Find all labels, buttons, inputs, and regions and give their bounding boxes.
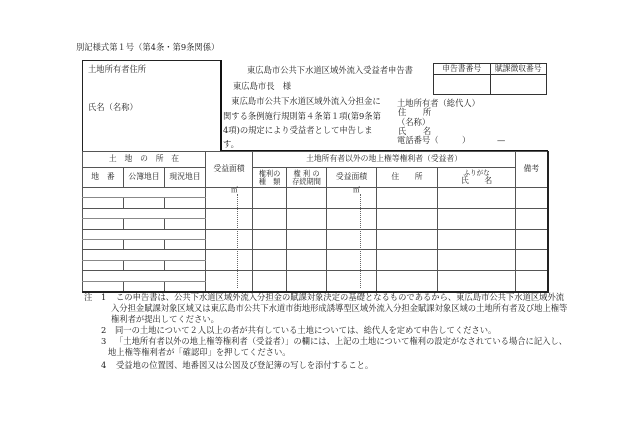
beneficiary-table (82, 151, 549, 293)
note-text: 権利者が提出してください。 (111, 314, 219, 324)
current-category-cell[interactable] (165, 219, 206, 229)
current-category-cell[interactable] (165, 239, 206, 249)
rights-term-line2: 存続期間 (292, 176, 321, 186)
rights-address-header: 住 所 (377, 168, 438, 188)
remarks-header: 備考 (516, 152, 548, 188)
land-location-header: 土 地 の 所 在 (83, 152, 206, 168)
rights-area-cell[interactable] (327, 250, 377, 271)
current-category-cell[interactable] (165, 281, 206, 292)
document-title: 東広島市公共下水道区域外流入受益者申告書 (247, 65, 413, 75)
body-text-line: 東広島市公共下水道区域外流入分担金に (223, 96, 381, 106)
rights-type-cell[interactable] (253, 208, 287, 229)
rights-type-cell[interactable] (253, 271, 287, 292)
rights-term-cell[interactable] (287, 250, 327, 271)
registered-category-cell[interactable] (124, 260, 165, 270)
registered-category-cell[interactable] (124, 198, 165, 208)
rights-term-cell[interactable] (287, 188, 327, 209)
note-number: 4 (101, 360, 107, 370)
applicant-heading: 土地所有者（総代人） (397, 98, 480, 108)
table-row (83, 229, 548, 239)
rights-type-line2: 種 類 (258, 176, 281, 186)
rights-address-cell[interactable] (377, 271, 438, 292)
decimal-guide-line (360, 194, 361, 288)
land-location-cell[interactable] (83, 271, 206, 281)
benefit-area-header: 受益面積 (206, 152, 253, 188)
form-caption: 別記様式第１号（第4条・第9条関係） (76, 42, 220, 52)
body-text-line: 4項)の規定により受益者として申告しま (223, 125, 373, 135)
addressee: 東広島市長 様 (233, 81, 292, 91)
phone-dash: — (497, 135, 506, 146)
levy-number-field[interactable] (490, 75, 547, 95)
note-text: 受益地の位置図、地番図又は公図及び登記簿の写しを添付すること。 (116, 360, 374, 370)
table-row (83, 250, 548, 260)
benefit-area-cell[interactable] (206, 271, 253, 292)
remarks-cell[interactable] (516, 271, 548, 292)
rights-area-cell[interactable] (327, 208, 377, 229)
land-location-cell[interactable] (83, 250, 206, 260)
lot-number-cell[interactable] (83, 198, 124, 208)
note-number: 3 (101, 336, 107, 346)
rights-name-header (438, 168, 516, 188)
applicant-phone-row[interactable] (397, 135, 506, 146)
rights-name-cell[interactable] (438, 229, 516, 250)
rights-name-cell[interactable] (438, 188, 516, 209)
benefit-area-cell[interactable] (206, 208, 253, 229)
note-text: この申告書は、公共下水道区域外流入分担金の賦課対象決定の基礎となるものであるから、東広島市公共下水道区域外流 (116, 292, 565, 302)
applicant-name-label[interactable]: 氏 名 (398, 125, 432, 136)
rights-address-cell[interactable] (377, 229, 438, 250)
lot-number-header: 地 番 (83, 168, 124, 188)
land-location-cell[interactable] (83, 208, 206, 218)
unit-square-meter: ㎡ (353, 186, 360, 194)
notes-label: 注 (84, 292, 93, 302)
body-text-line: す。 (223, 139, 239, 149)
rights-area-cell[interactable] (327, 271, 377, 292)
rights-type-line1: 権利の (258, 168, 281, 178)
benefit-area-cell[interactable] (206, 229, 253, 250)
rights-area-cell[interactable] (327, 229, 377, 250)
rights-type-cell[interactable] (253, 229, 287, 250)
rights-term-cell[interactable] (287, 208, 327, 229)
rights-type-cell[interactable] (253, 188, 287, 209)
registered-category-header: 公簿地目 (124, 168, 165, 188)
lot-number-cell[interactable] (83, 281, 124, 292)
unit-square-meter: ㎡ (231, 186, 238, 194)
table-row (83, 188, 548, 198)
rights-term-line1: 権 利 の (293, 168, 320, 178)
reference-number-table (433, 63, 547, 95)
remarks-cell[interactable] (516, 229, 548, 250)
note-text: 同一の土地について２人以上の者が共有している土地については、総代人を定めて申告してください。 (115, 325, 497, 335)
benefit-area-cell[interactable] (206, 250, 253, 271)
rights-area-cell[interactable] (327, 188, 377, 209)
note-text: 入分担金賦課対象区域又は東広島市公共下水道市街地形成誘導型区域外流入分担金賦課対象区域の土地所有者及び地上権等 (111, 303, 568, 313)
lot-number-cell[interactable] (83, 260, 124, 270)
thick-border-vertical (220, 60, 222, 152)
rights-term-cell[interactable] (287, 271, 327, 292)
rights-address-cell[interactable] (377, 208, 438, 229)
body-text-line: 関する条例施行規則第４条第１項(第9条第 (223, 111, 381, 121)
note-number: 2 (101, 325, 107, 335)
rights-address-cell[interactable] (377, 188, 438, 209)
note-number: 1 (101, 292, 107, 302)
furigana-label: ふりがな (463, 168, 490, 177)
applicant-name-alt-label: （名称） (397, 116, 431, 127)
rights-area-header: 受益面積 (327, 168, 377, 188)
land-location-cell[interactable] (83, 229, 206, 239)
rights-name-cell[interactable] (438, 208, 516, 229)
registered-category-cell[interactable] (124, 219, 165, 229)
table-row (83, 271, 548, 281)
phone-close-paren: ） (462, 135, 471, 146)
lot-number-cell[interactable] (83, 239, 124, 249)
registered-category-cell[interactable] (124, 239, 165, 249)
applicant-block (397, 98, 506, 146)
rights-holder-header: 土地所有者以外の地上権等権利者（受益者） (253, 152, 516, 168)
rights-name-cell[interactable] (438, 271, 516, 292)
current-category-cell[interactable] (165, 198, 206, 208)
table-row (83, 208, 548, 218)
current-category-header: 現況地目 (165, 168, 206, 188)
note-text: 「土地所有者以外の地上権等権利者（受益者）」の欄には、上記の土地について権利の設定がなされている場合に記入し、 (115, 336, 568, 346)
owner-box (82, 60, 221, 151)
owner-address-label: 土地所有者住所 (88, 64, 147, 74)
application-number-header: 申告書番号 (434, 64, 491, 75)
application-number-field[interactable] (434, 75, 491, 95)
rights-type-cell[interactable] (253, 250, 287, 271)
phone-label: 電話番号（ (397, 135, 439, 146)
decimal-guide-line (237, 194, 238, 288)
rights-type-header (253, 168, 287, 188)
remarks-cell[interactable] (516, 250, 548, 271)
rights-term-cell[interactable] (287, 229, 327, 250)
levy-number-header: 賦課徴収番号 (490, 64, 547, 75)
current-category-cell[interactable] (165, 260, 206, 270)
registered-category-cell[interactable] (124, 281, 165, 292)
owner-name-label: 氏名（名称） (88, 102, 138, 112)
rights-term-header (287, 168, 327, 188)
land-location-cell[interactable] (83, 188, 206, 198)
rights-address-cell[interactable] (377, 250, 438, 271)
remarks-cell[interactable] (516, 208, 548, 229)
note-text: 地上権等権利者が「確認印」を押してください。 (108, 347, 291, 357)
applicant-address-label[interactable]: 住 所 (398, 107, 432, 118)
name-label: 氏 名 (460, 175, 493, 185)
lot-number-cell[interactable] (83, 219, 124, 229)
benefit-area-cell[interactable] (206, 188, 253, 209)
rights-name-cell[interactable] (438, 250, 516, 271)
remarks-cell[interactable] (516, 188, 548, 209)
